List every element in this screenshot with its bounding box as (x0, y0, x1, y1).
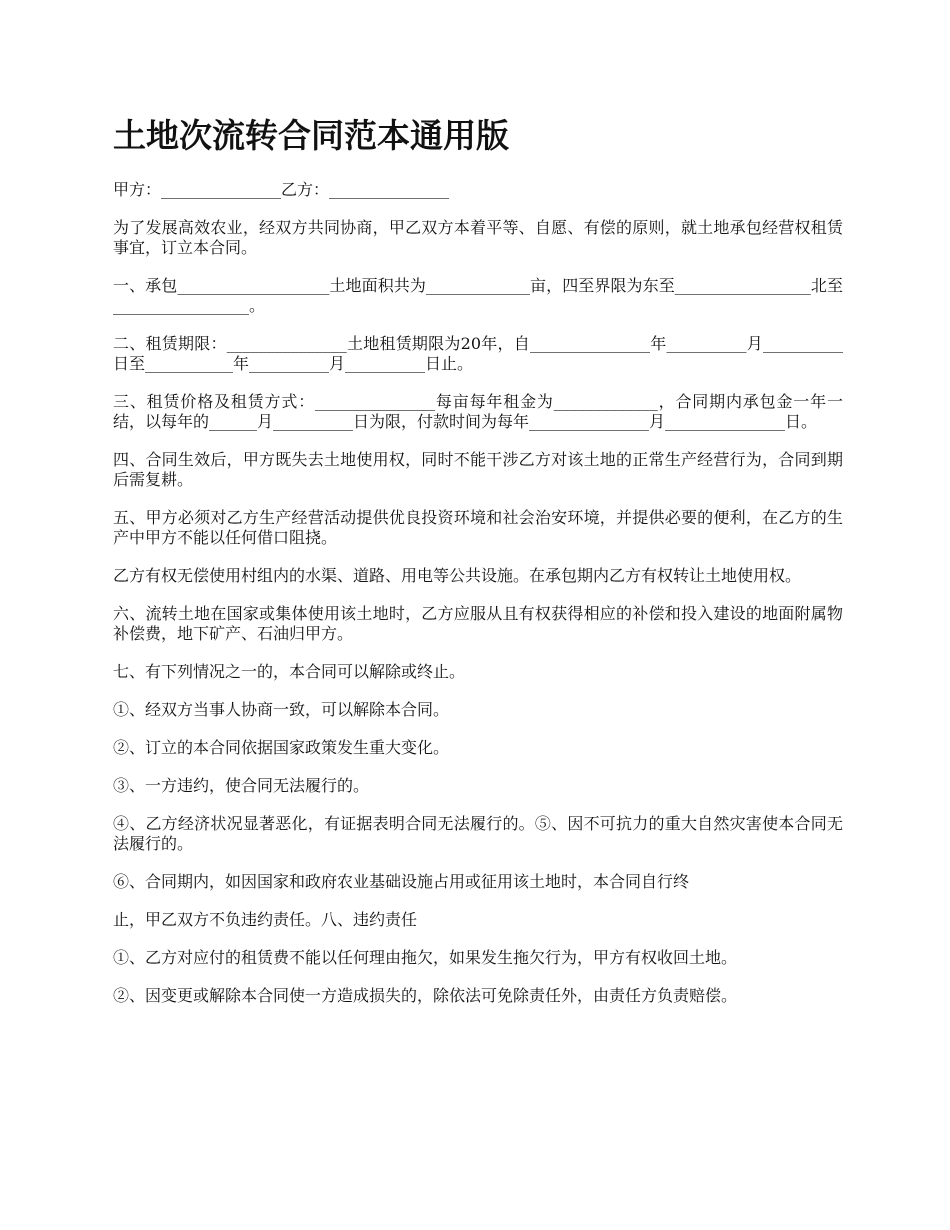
clause-8-item-1: ①、乙方对应付的租赁费不能以任何理由拖欠，如果发生拖欠行为，甲方有权收回土地。 (113, 948, 738, 967)
clause-4-paragraph: 四、合同生效后，甲方既失去土地使用权，同时不能干涉乙方对该土地的正常生产经营行为，合同到期后需复耕。 (113, 450, 843, 489)
parties-line: 甲方：_______________乙方：_______________ (113, 180, 450, 199)
preamble-paragraph: 为了发展高效农业，经双方共同协商，甲乙双方本着平等、自愿、有偿的原则，就土地承包经营权租赁事宜，订立本合同。 (113, 218, 843, 257)
clause-7-item-1: ①、经双方当事人协商一致，可以解除本合同。 (113, 700, 450, 719)
clause-5-continued-paragraph: 乙方有权无偿使用村组内的水渠、道路、用电等公共设施。在承包期内乙方有权转让土地使用权。 (113, 566, 802, 585)
clause-6-paragraph: 六、流转土地在国家或集体使用该土地时，乙方应服从且有权获得相应的补偿和投入建设的地面附属物补偿费，地下矿产、石油归甲方。 (113, 604, 843, 643)
clause-2-paragraph: 二、租赁期限：_______________土地租赁期限为20年，自_______________年__________月__________日至___________年__________月__________日止。 (113, 334, 843, 373)
document-page (113, 112, 843, 1024)
clause-7-item-6: ⑥、合同期内，如因国家和政府农业基础设施占用或征用该土地时，本合同自行终 (113, 872, 690, 891)
clause-7-item-3: ③、一方违约，使合同无法履行的。 (113, 776, 370, 795)
clause-7-item-4-5: ④、乙方经济状况显著恶化，有证据表明合同无法履行的。⑤、因不可抗力的重大自然灾害使本合同无法履行的。 (113, 814, 843, 853)
clause-5-paragraph: 五、甲方必须对乙方生产经营活动提供优良投资环境和社会治安环境，并提供必要的便利，在乙方的生产中甲方不能以任何借口阻挠。 (113, 508, 843, 547)
clause-7-paragraph: 七、有下列情况之一的，本合同可以解除或终止。 (113, 662, 466, 681)
clause-8-item-2: ②、因变更或解除本合同使一方造成损失的，除依法可免除责任外，由责任方负责赔偿。 (113, 986, 738, 1005)
clause-7-item-2: ②、订立的本合同依据国家政策发生重大变化。 (113, 738, 450, 757)
clause-1-paragraph: 一、承包___________________土地面积共为_____________亩，四至界限为东至_________________北至_________________。 (113, 276, 843, 315)
document-title: 土地次流转合同范本通用版 (113, 116, 509, 155)
clause-3-paragraph: 三、租赁价格及租赁方式：_______________每亩每年租金为_____________，合同期内承包金一年一结，以每年的______月__________日为限，付款时间为每年_______________月_______________日。 (113, 392, 843, 431)
clause-7-item-6-continued: 止，甲乙双方不负违约责任。八、违约责任 (113, 910, 418, 929)
